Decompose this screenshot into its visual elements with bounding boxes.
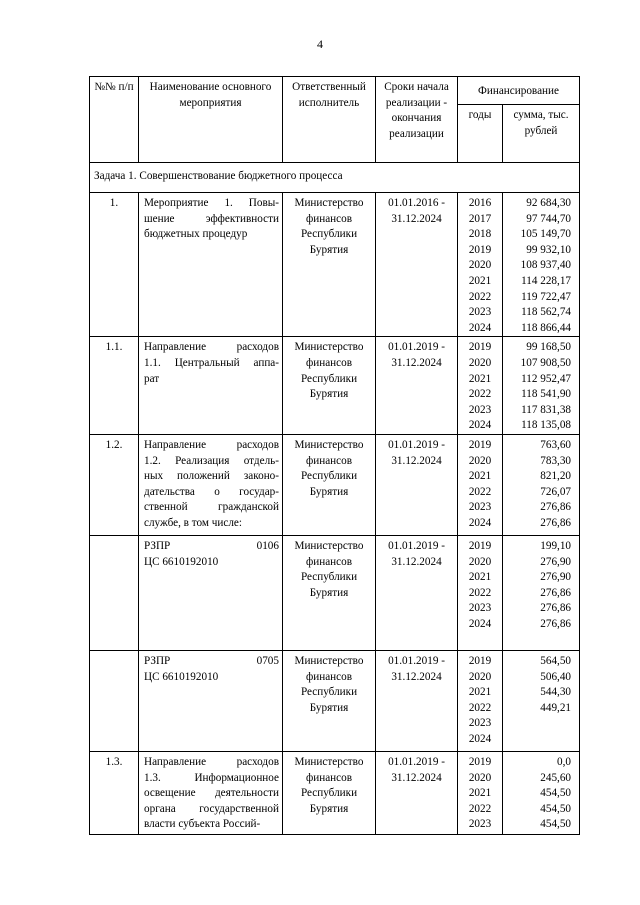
cell-line: Республики — [300, 787, 358, 800]
cell-line: шение эффективности — [144, 212, 279, 225]
table-row — [90, 434, 580, 535]
cell-line: 2024 — [468, 617, 492, 630]
sum-value: 92 684,30 — [526, 197, 572, 209]
sum-value: 506,40 — [540, 670, 572, 683]
cell-line: Министерство — [294, 341, 364, 354]
cell-line: 01.01.2019 - — [388, 654, 445, 667]
cell-line: Бурятия — [309, 388, 349, 401]
cell-line: Республики — [300, 372, 358, 385]
years — [458, 535, 503, 650]
sums — [503, 337, 580, 435]
sum-value: 276,90 — [540, 571, 572, 584]
cell-line: финансов — [305, 670, 353, 683]
sum-value: 454,50 — [540, 802, 572, 815]
cell-line: 2023 — [468, 602, 492, 615]
sum-value: 118 866,44 — [521, 321, 572, 334]
cell-line: РЗПР 0705 — [144, 654, 279, 667]
cell-line: рат — [144, 372, 160, 385]
cell-line: 2021 — [468, 274, 492, 287]
cell-line: бюджетных процедур — [144, 228, 248, 241]
cell-line: ственной гражданской — [144, 501, 279, 514]
sum-value: 99 932,10 — [526, 243, 572, 256]
task-title: Задача 1. Совершенствование бюджетного процесса — [90, 163, 580, 193]
program-table — [89, 76, 580, 835]
cell-line: 2020 — [468, 259, 492, 272]
executor — [283, 650, 376, 751]
years — [458, 434, 503, 535]
cell-line: 2017 — [468, 212, 492, 225]
header-executor: Ответственный исполнитель — [283, 77, 376, 163]
cell-line: 2020 — [468, 771, 492, 784]
cell-line: 2019 — [468, 243, 492, 256]
executor — [283, 337, 376, 435]
sum-value — [506, 716, 571, 732]
years — [458, 751, 503, 834]
table-row — [90, 751, 580, 834]
executor — [283, 535, 376, 650]
cell-line: 2020 — [468, 454, 492, 467]
sum-value: 783,30 — [540, 454, 572, 467]
sum-value: 118 541,90 — [521, 388, 572, 401]
cell-line: Направление расходов — [144, 341, 279, 354]
cell-line: 2022 — [468, 290, 492, 303]
cell-line: 2022 — [468, 586, 492, 599]
cell-line: 01.01.2019 - — [388, 755, 445, 768]
terms — [376, 751, 458, 834]
cell-line: Направление расходов — [144, 438, 279, 451]
cell-line: 2021 — [468, 787, 492, 800]
cell-line: финансов — [305, 771, 353, 784]
cell-line: 1.2. Реализация отдель- — [144, 454, 279, 467]
cell-line: 2021 — [468, 571, 492, 584]
cell-line: 2020 — [468, 555, 492, 568]
cell-line: 2019 — [468, 755, 492, 768]
cell-line: Бурятия — [309, 802, 349, 815]
sum-value: 763,60 — [540, 438, 572, 451]
sums — [503, 751, 580, 834]
sum-value: 276,86 — [540, 516, 572, 529]
sum-value: 276,86 — [540, 501, 572, 514]
row-number: 1. — [90, 193, 139, 337]
sum-value: 99 168,50 — [526, 341, 572, 354]
table-row — [90, 193, 580, 337]
sums — [503, 650, 580, 751]
sums — [503, 193, 580, 337]
sum-value: 454,50 — [540, 787, 572, 800]
row-number: 1.2. — [90, 434, 139, 535]
cell-line: 2021 — [468, 470, 492, 483]
cell-line: 2019 — [468, 539, 492, 552]
cell-line: финансов — [305, 555, 353, 568]
cell-line: РЗПР 0106 — [144, 539, 279, 552]
cell-line: 2021 — [468, 686, 492, 699]
cell-line: 1.1. Центральный аппа- — [144, 356, 279, 369]
sum-value: 112 952,47 — [521, 372, 572, 385]
years — [458, 193, 503, 337]
sum-value: 114 228,17 — [521, 274, 572, 287]
cell-line: власти субъекта Россий- — [144, 818, 261, 831]
cell-line: 31.12.2024 — [391, 670, 442, 683]
terms — [376, 535, 458, 650]
row-number — [90, 535, 139, 650]
row-number: 1.3. — [90, 751, 139, 834]
sum-value: 276,90 — [540, 555, 572, 568]
sum-value: 97 744,70 — [526, 212, 572, 225]
cell-line: Республики — [300, 686, 358, 699]
event-name — [139, 535, 283, 650]
cell-line: 01.01.2019 - — [388, 539, 445, 552]
sum-value: 105 149,70 — [520, 228, 572, 241]
header-name: Наименование основного мероприятия — [139, 77, 283, 163]
event-name — [139, 337, 283, 435]
event-name — [139, 193, 283, 337]
row-number — [90, 650, 139, 751]
cell-line: 2023 — [468, 501, 492, 514]
cell-line: 2024 — [468, 516, 492, 529]
sum-value: 726,07 — [540, 485, 572, 498]
cell-line: ЦС 6610192010 — [144, 555, 219, 568]
event-name — [139, 434, 283, 535]
cell-line: 2024 — [468, 732, 492, 745]
cell-line: Бурятия — [309, 701, 349, 714]
event-name — [139, 751, 283, 834]
table-row — [90, 337, 580, 435]
executor — [283, 193, 376, 337]
cell-line: 2020 — [468, 670, 492, 683]
table-row — [90, 650, 580, 751]
terms — [376, 434, 458, 535]
terms — [376, 193, 458, 337]
cell-line: Республики — [300, 470, 358, 483]
cell-line: 2019 — [468, 438, 492, 451]
sum-value: 544,30 — [540, 686, 572, 699]
sum-value: 564,50 — [540, 654, 572, 667]
cell-line: 1.3. Информационное — [144, 771, 279, 784]
cell-line: 31.12.2024 — [391, 555, 442, 568]
cell-line: Направление расходов — [144, 755, 279, 768]
cell-line: 2019 — [468, 341, 492, 354]
years — [458, 337, 503, 435]
terms — [376, 337, 458, 435]
sum-value: 117 831,38 — [521, 403, 572, 416]
sum-value: 119 722,47 — [521, 290, 572, 303]
cell-line: 01.01.2016 - — [388, 197, 445, 209]
cell-line: 31.12.2024 — [391, 454, 442, 467]
cell-line: Министерство — [294, 539, 364, 552]
cell-line: 2023 — [468, 403, 492, 416]
sum-value: 276,86 — [540, 586, 572, 599]
cell-line: органа государственной — [144, 802, 279, 815]
cell-line: 2023 — [468, 818, 492, 831]
cell-line: 01.01.2019 - — [388, 438, 445, 451]
cell-line: 2016 — [468, 197, 492, 209]
cell-line: ных положений законо- — [144, 470, 279, 483]
sum-value: 118 135,08 — [521, 419, 572, 432]
cell-line: 2022 — [468, 701, 492, 714]
page-number: 4 — [317, 37, 323, 51]
table-row — [90, 535, 580, 650]
sum-value: 821,20 — [540, 470, 572, 483]
cell-line: 31.12.2024 — [391, 212, 442, 225]
cell-line: службе, в том числе: — [144, 516, 242, 529]
cell-line: Министерство — [294, 654, 364, 667]
header-years: годы — [458, 105, 503, 163]
cell-line: 2022 — [468, 388, 492, 401]
cell-line: финансов — [305, 212, 353, 225]
cell-line: Министерство — [294, 755, 364, 768]
header-terms: Сроки начала реализации - окончания реализации — [376, 77, 458, 163]
cell-line: освещение деятельности — [144, 787, 279, 800]
sum-value: 199,10 — [540, 539, 572, 552]
cell-line: 2023 — [468, 717, 492, 730]
cell-line: дательства о государ- — [144, 485, 279, 498]
cell-line: ЦС 6610192010 — [144, 670, 219, 683]
sum-value: 276,86 — [540, 617, 572, 630]
cell-line: 2018 — [468, 228, 492, 241]
cell-line: 01.01.2019 - — [388, 341, 445, 354]
sum-value: 449,21 — [540, 701, 572, 714]
sum-value: 245,60 — [540, 771, 572, 784]
sum-value — [506, 732, 571, 748]
cell-line: 2023 — [468, 306, 492, 319]
cell-line: 2024 — [468, 419, 492, 432]
cell-line: 31.12.2024 — [391, 356, 442, 369]
sum-value: 454,50 — [540, 818, 572, 831]
cell-line: 2021 — [468, 372, 492, 385]
cell-line: 2019 — [468, 654, 492, 667]
sums — [503, 535, 580, 650]
sum-value: 107 908,50 — [520, 356, 572, 369]
table-header-row — [90, 77, 580, 105]
cell-line: 31.12.2024 — [391, 771, 442, 784]
cell-line: 2024 — [468, 321, 492, 334]
header-num: №№ п/п — [90, 77, 139, 163]
task-row — [90, 163, 580, 193]
row-number: 1.1. — [90, 337, 139, 435]
cell-line: 2022 — [468, 485, 492, 498]
cell-line: Мероприятие 1. Повы- — [144, 197, 279, 209]
sum-value: 0,0 — [557, 755, 572, 768]
sum-value: 118 562,74 — [521, 306, 572, 319]
sum-value: 276,86 — [540, 602, 572, 615]
header-financing: Финансирование — [458, 77, 580, 105]
executor — [283, 434, 376, 535]
terms — [376, 650, 458, 751]
years — [458, 650, 503, 751]
event-name — [139, 650, 283, 751]
cell-line: Бурятия — [309, 485, 349, 498]
sum-value: 108 937,40 — [520, 259, 572, 272]
cell-line: Бурятия — [309, 243, 349, 256]
executor — [283, 751, 376, 834]
cell-line: финансов — [305, 356, 353, 369]
cell-line: Министерство — [294, 197, 364, 209]
cell-line: Республики — [300, 228, 358, 241]
cell-line: финансов — [305, 454, 353, 467]
cell-line: Министерство — [294, 438, 364, 451]
cell-line: 2022 — [468, 802, 492, 815]
header-sum: сумма, тыс. рублей — [503, 105, 580, 163]
sums — [503, 434, 580, 535]
cell-line: 2020 — [468, 356, 492, 369]
cell-line: Бурятия — [309, 586, 349, 599]
cell-line: Республики — [300, 571, 358, 584]
